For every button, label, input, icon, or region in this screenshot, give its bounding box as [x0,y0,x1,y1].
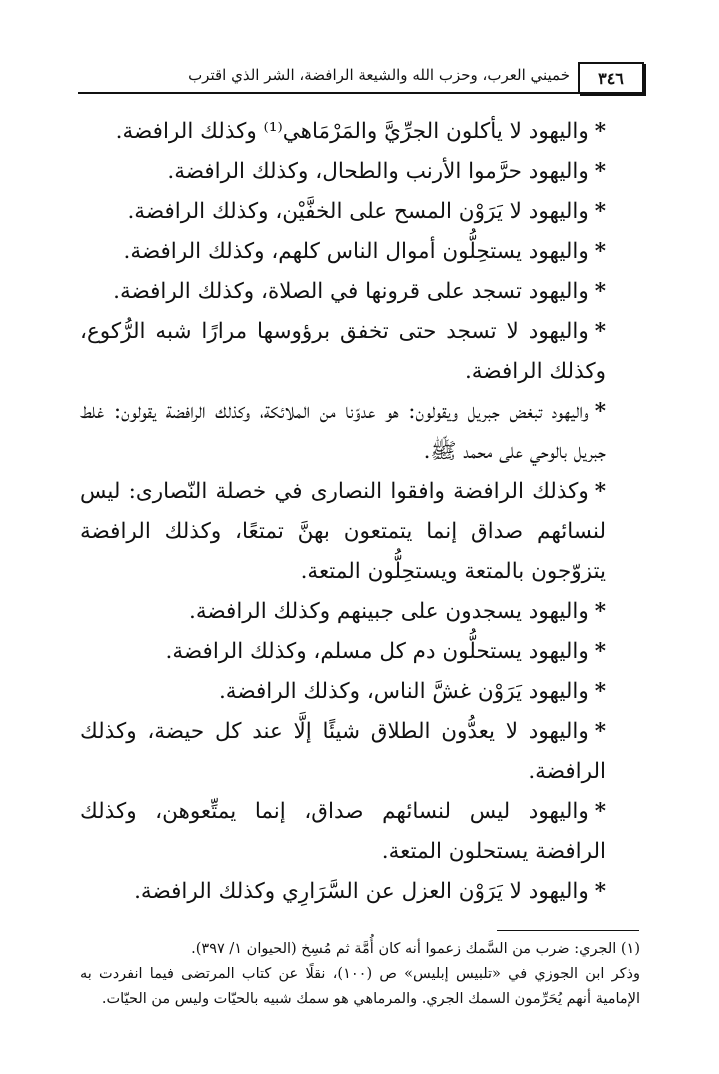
footnote-continuation: وذكر ابن الجوزي في «تلبيس إبليس» ص (١٠٠)، نقلًا عن كتاب المرتضى فيما انفردت به الإمامية أنهم يُحَرِّمون السمك الجري. والمرماهي هو سمك شبيه بالحيّات وليس من الحيّات. [80,966,640,1007]
page-number [578,62,644,94]
paragraph [80,392,640,472]
running-title: خميني العرب، وحزب الله والشيعة الرافضة، الشر الذي اقترب [188,66,570,84]
paragraph-text: واليهود يستحلُّون دم كل مسلم، وكذلك الرافضة. [165,639,589,664]
bullet-icon: * [594,119,606,144]
paragraph [80,232,640,272]
bullet-icon: * [594,479,606,504]
paragraph [80,192,640,232]
paragraph [80,712,640,792]
bullet-icon: * [594,199,606,224]
paragraph [80,472,640,592]
paragraph-text: واليهود يستحِلُّون أموال الناس كلهم، وكذلك الرافضة. [123,239,589,264]
paragraph-text: واليهود لا يعدُّون الطلاق شيئًا إلَّا عند كل حيضة، وكذلك الرافضة. [80,719,606,784]
paragraph [80,272,640,312]
bullet-icon: * [594,879,606,904]
paragraph [80,592,640,632]
paragraph-text: واليهود تبغض جبريل ويقولون: هو عدوّنا من الملائكة، وكذلك الرافضة يقولون: غلط جبريل بالوحي على محمد ﷺ. [80,399,606,464]
bullet-icon: * [594,679,606,704]
header-rule [78,92,578,94]
paragraph-text: واليهود لا يَرَوْن المسح على الخفَّيْن، وكذلك الرافضة. [127,199,589,224]
footnote: (١) الجري: ضرب من السَّمك زعموا أنه كان أُمَّة ثم مُسِخ (الحيوان ١/ ٣٩٧). [191,941,640,957]
paragraph [80,112,640,152]
body-text [80,112,640,912]
footnote-separator [497,930,639,931]
paragraph-text: واليهود حرَّموا الأرنب والطحال، وكذلك الرافضة. [167,159,589,184]
paragraph [80,152,640,192]
bullet-icon: * [594,319,606,344]
paragraph [80,792,640,872]
bullet-icon: * [594,239,606,264]
bullet-icon: * [594,279,606,304]
bullet-icon: * [594,639,606,664]
bullet-icon: * [594,599,606,624]
paragraph-text: واليهود لا تسجد حتى تخفق برؤوسها مرارًا شبه الرُّكوع، وكذلك الرافضة. [80,319,606,384]
bullet-icon: * [594,159,606,184]
paragraph [80,872,640,912]
paragraph-text: واليهود لا يأكلون الجرِّيَّ والمَرْمَاهي⁽¹⁾ وكذلك الرافضة. [115,119,589,144]
paragraph-text: واليهود لا يَرَوْن العزل عن السَّرَارِي وكذلك الرافضة. [134,879,589,904]
paragraph-text: واليهود يسجدون على جبينهم وكذلك الرافضة. [189,599,589,624]
paragraph-text: وكذلك الرافضة وافقوا النصارى في خصلة النّصارى: ليس لنسائهم صداق إنما يتمتعون بهنَّ تمتعًا، وكذلك الرافضة يتزوّجون بالمتعة ويستحِلُّون المتعة. [80,479,606,584]
paragraph [80,672,640,712]
paragraph [80,632,640,672]
footnotes [80,937,640,1012]
paragraph-text: واليهود تسجد على قرونها في الصلاة، وكذلك الرافضة. [113,279,589,304]
bullet-icon: * [594,799,606,824]
paragraph-text: واليهود ليس لنسائهم صداق، إنما يمتِّعوهن، وكذلك الرافضة يستحلون المتعة. [80,799,606,864]
page-number-text: ٣٤٦ [598,68,624,88]
paragraph-text: واليهود يَرَوْن غشَّ الناس، وكذلك الرافضة. [218,679,589,704]
bullet-icon: * [594,399,606,424]
paragraph [80,312,640,392]
page-header [78,58,644,94]
bullet-icon: * [594,719,606,744]
